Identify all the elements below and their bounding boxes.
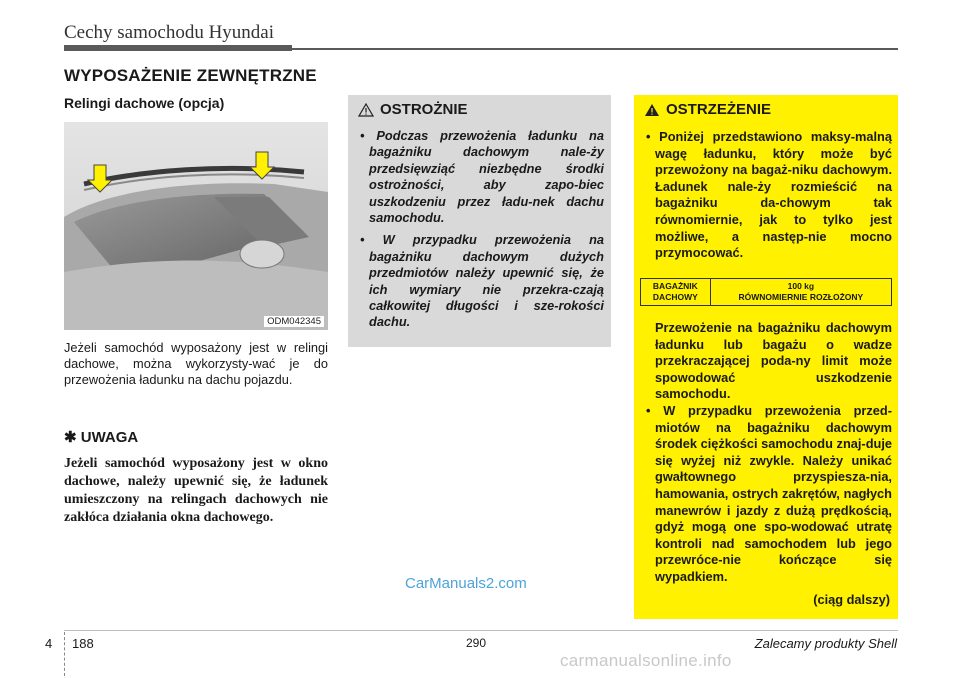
note-heading [64,428,138,446]
caution-item: • W przypadku przewożenia na bagażniku dachowym dużych przedmiotów należy upewnić się, że ich wymiary nie przekra-czają całkowitej długości i sze-rokości dachu. [360,232,604,330]
table-value-line: RÓWNOMIERNIE ROZŁOŻONY [738,292,864,302]
caution-title: OSTROŻNIE [380,101,468,118]
body-paragraph: Jeżeli samochód wyposażony jest w relingi dachowe, można wykorzysty-wać je do przewożenia ładunku na dachu pojazdu. [64,340,328,387]
warning-item-text: W przypadku przewożenia przed-miotów na bagażniku dachowym środek ciężkości samochodu znaj-duje się wyżej niż zwykle. Należy unikać gwałtownego przyspiesza-nia, hamowania, ostrych zakrętów, nagłych manewrów i jazdy z dużą prędkością, gdyż mogą one spo-wodować utratę kontroli nad samochodem lub jego przewróce-nie kończące się wypadkiem. [655,403,892,584]
header-title: Cechy samochodu Hyundai [64,22,275,43]
warning-list [642,129,892,268]
warning-list [642,403,892,592]
warning-title: OSTRZEŻENIE [666,101,772,118]
continued-label: (ciąg dalszy) [813,592,890,607]
warning-header [644,101,771,118]
footer-site-link[interactable]: carmanualsonline.info [560,651,732,670]
photo-code: ODM042345 [264,316,324,327]
header-bar [64,45,292,51]
caution-item: • Podczas przewożenia ładunku na bagażniku dachowym nale-ży przedsięwziąć niezbędne środki ostrożności, aby zapo-biec uszkodzeniu przez ładu-nek dachu samochodu. [360,128,604,226]
header-rule [292,48,898,50]
section-title: WYPOSAŻENIE ZEWNĘTRZNE [64,66,317,85]
footer-chapter: 4 [45,636,53,651]
car-roof-illustration [64,122,328,330]
caution-triangle-icon [358,103,374,117]
warning-item-text: Poniżej przedstawiono maksy-malną wagę ładunku, który może być przewożony na bagaż-niku dachowym. Ładunek nale-ży rozmieścić na bagażniku da-chowym tak równomiernie, jak to tylko jest możliwe, a następ-nie mocno przymocować. [655,129,892,261]
note-text: Jeżeli samochód wyposażony jest w okno dachowe, należy upewnić się, że ładunek umieszczony na relingach dachowych nie zakłóca działania okna dachowego. [64,456,328,525]
roof-rack-photo [64,122,328,330]
caution-header [358,101,468,118]
warning-paragraph: Przewożenie na bagażniku dachowym ładunku lub bagażu o wadze przekraczającej poda-ny limit może spowodować uszkodzenie samochodu. [655,320,892,402]
footer-center-number: 290 [466,636,487,650]
warning-item: • W przypadku przewożenia przed-miotów na bagażniku dachowym środek ciężkości samochodu znaj-duje się wyżej niż zwykle. Należy unikać gwałtownego przyspiesza-nia, hamowania, ostrych zakrętów, nagłych manewrów i jazdy z dużą prędkością, gdyż mogą one spo-wodować utratę kontroli nad samochodem lub jego przewróce-nie kończące się wypadkiem. [646,403,892,584]
warning-box [634,95,898,619]
load-table [640,278,892,306]
table-value-line: 100 kg [787,281,815,291]
table-value-cell [710,279,891,306]
footer-rule [64,630,898,631]
footer-tagline: Zalecamy produkty Shell [754,636,897,651]
warning-triangle-icon [644,103,660,117]
footer-page-number: 188 [72,636,94,651]
warning-item: • Poniżej przedstawiono maksy-malną wagę ładunku, który może być przewożony na bagaż-niku dachowym. Ładunek nale-ży rozmieścić na bagażniku da-chowym tak równomiernie, jak to tylko jest możliwe, a następ-nie mocno przymocować. [646,129,892,261]
caution-item-text: Podczas przewożenia ładunku na bagażniku dachowym nale-ży przedsięwziąć niezbędne środki ostrożności, aby zapo-biec uszkodzeniu przez ładu-nek dachu samochodu. [369,128,604,226]
watermark-link[interactable]: CarManuals2.com [405,575,527,592]
caution-box [348,95,611,347]
note-heading-label: UWAGA [80,429,139,446]
table-row [641,279,892,306]
table-label-line: DACHOWY [652,292,698,302]
caution-list [356,128,604,337]
caution-item-text: W przypadku przewożenia na bagażniku dachowym dużych przedmiotów należy upewnić się, że ich wymiary nie przekra-czają całkowitej długości i sze-rokości dachu. [369,232,604,330]
subsection-title: Relingi dachowe (opcja) [64,95,225,111]
table-label-line: BAGAŻNIK [652,281,698,291]
table-label-cell [641,279,711,306]
asterisk-icon: ✱ [64,429,77,446]
footer-divider [64,632,66,676]
